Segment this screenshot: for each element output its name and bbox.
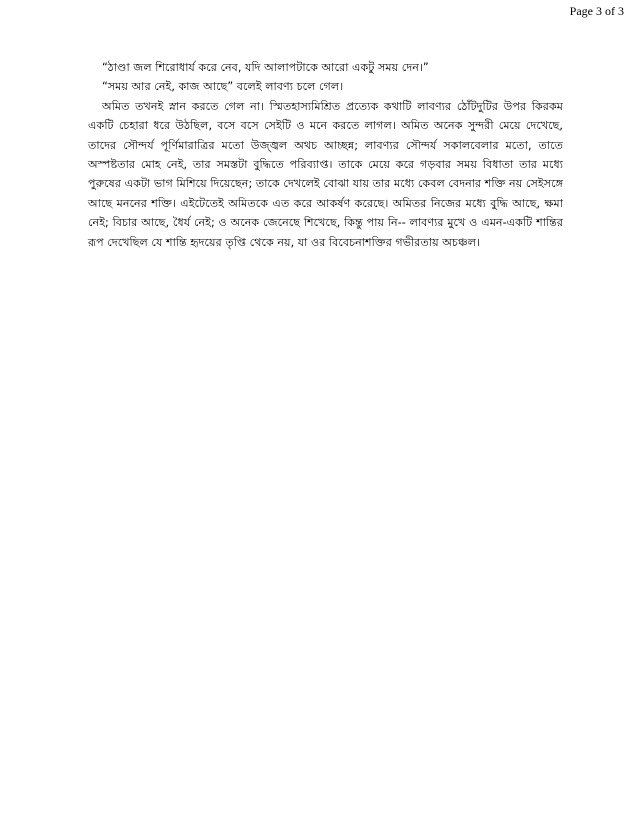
body-text-block: [88, 58, 563, 252]
page-number: Page 3 of 3: [569, 4, 624, 18]
paragraph-narration: অমিত তখনই স্নান করতে গেল না। স্মিতহাস্যমিশ্রিত প্রত্যেক কথাটি লাবণ্যর ঠোঁটদুটির উপর কিরকম একটি চেহারা ধরে উঠছিল, বসে বসে সেইটি ও মনে করতে লাগল। অমিত অনেক সুন্দরী মেয়ে দেখেছে, তাদের সৌন্দর্য পূর্ণিমারাত্রির মতো উজ্জ্বল অথচ আচ্ছন্ন; লাবণ্যর সৌন্দর্য সকালবেলার মতো, তাতে অস্পষ্টতার মোহ নেই, তার সমস্তটা বুদ্ধিতে পরিব্যাপ্ত। তাকে মেয়ে করে গড়বার সময় বিধাতা তার মধ্যে পুরুষের একটা ভাগ মিশিয়ে দিয়েছেন; তাকে দেখলেই বোঝা যায় তার মধ্যে কেবল বেদনার শক্তি নয় সেইসঙ্গে আছে মননের শক্তি। এইটেতেই অমিতকে এত করে আকর্ষণ করেছে। অমিতর নিজের মধ্যে বুদ্ধি আছে, ক্ষমা নেই; বিচার আছে, ধৈর্য নেই; ও অনেক জেনেছে শিখেছে, কিন্তু পায় নি-- লাবণ্যর মুখে ও এমন-একটি শান্তির রূপ দেখেছিল যে শান্তি হৃদয়ের তৃপ্তি থেকে নয়, যা ওর বিবেচনাশক্তির গভীরতায় অচঞ্চল।: [88, 99, 563, 249]
paragraph-dialogue-1: “ঠাণ্ডা জল শিরোধার্য করে নেব, যদি আলাপটাকে আরো একটু সময় দেন।”: [102, 61, 429, 74]
paragraph-dialogue-2: “সময় আর নেই, কাজ আছে” বলেই লাবণ্য চলে গেল।: [102, 80, 344, 94]
